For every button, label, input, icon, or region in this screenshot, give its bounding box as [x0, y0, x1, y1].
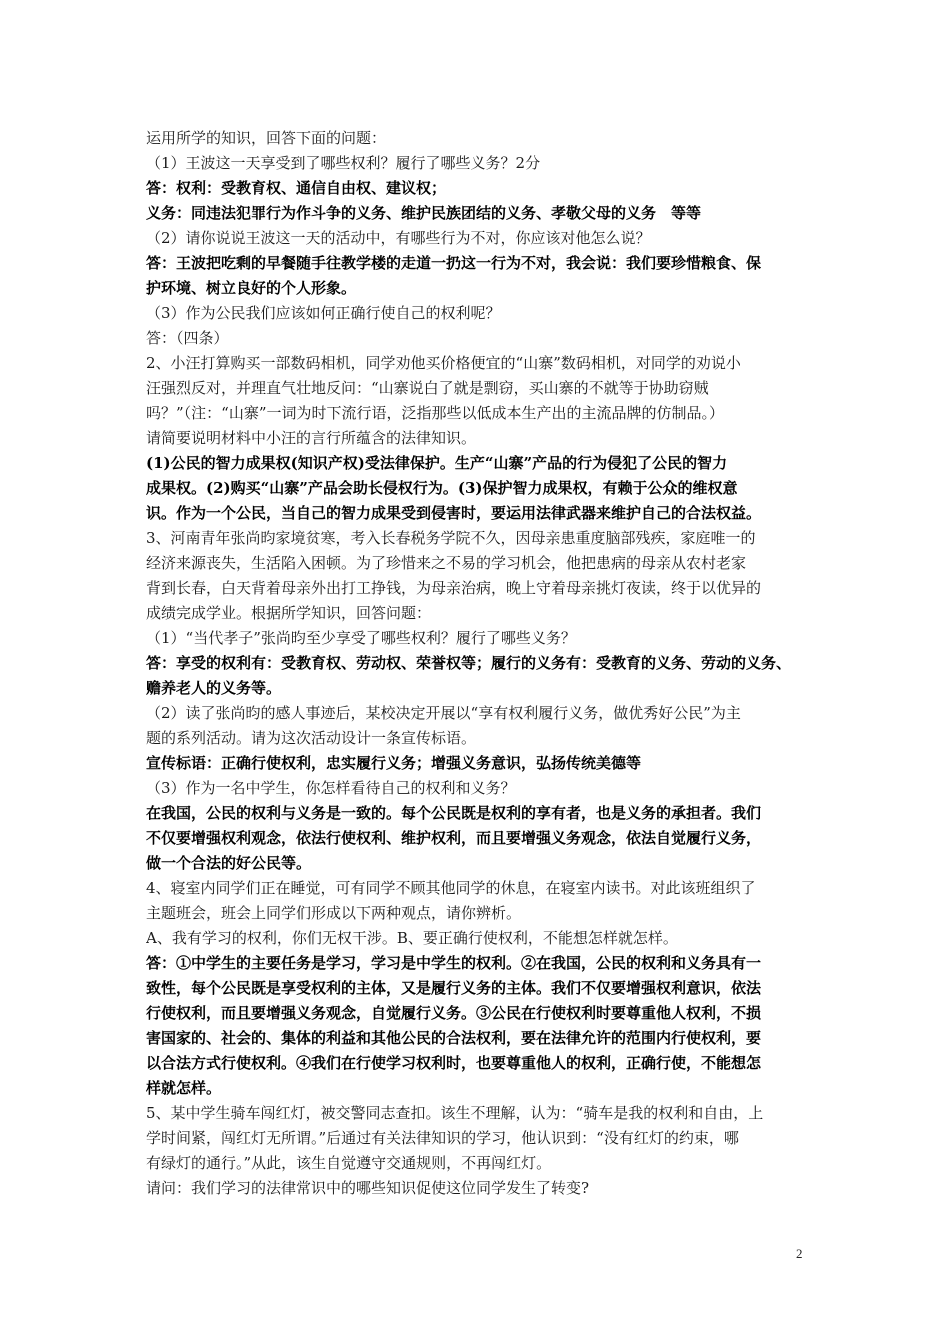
answer-line: 识。作为一个公民，当自己的智力成果受到侵害时，要运用法律武器来维护自己的合法权益。: [146, 504, 762, 522]
text-line: 运用所学的知识，回答下面的问题：: [146, 129, 387, 147]
text-line: 主题班会，班会上同学们形成以下两种观点，请你辨析。: [146, 904, 522, 922]
text-line: （1）“当代孝子”张尚昀至少享受了哪些权利？履行了哪些义务？: [146, 629, 576, 647]
text-line: A、我有学习的权利，你们无权干涉。B、要正确行使权利，不能想怎样就怎样。: [146, 929, 678, 947]
answer-line: 样就怎样。: [146, 1079, 222, 1097]
text-line: （3）作为公民我们应该如何正确行使自己的权利呢？: [146, 304, 501, 322]
text-line: 5、某中学生骑车闯红灯，被交警同志查扣。该生不理解，认为：“骑车是我的权利和自由，上: [146, 1104, 764, 1122]
text-line: 2、小汪打算购买一部数码相机，同学劝他买价格便宜的“山寨”数码相机，对同学的劝说小: [146, 354, 741, 372]
text-line: 经济来源丧失，生活陷入困顿。为了珍惜来之不易的学习机会，他把患病的母亲从农村老家: [146, 554, 747, 572]
text-line: 3、河南青年张尚昀家境贫寒，考入长春税务学院不久，因母亲患重度脑部残疾，家庭唯一的: [146, 529, 756, 547]
text-line: 题的系列活动。请为这次活动设计一条宣传标语。: [146, 729, 477, 747]
text-line: 请简要说明材料中小汪的言行所蕴含的法律知识。: [146, 429, 477, 447]
text-line: （1）王波这一天享受到了哪些权利？履行了哪些义务？2分: [146, 154, 541, 172]
answer-line: 成果权。(2)购买“山寨”产品会助长侵权行为。(3)保护智力成果权，有赖于公众的维权意: [146, 479, 738, 497]
answer-line: (1)公民的智力成果权(知识产权)受法律保护。生产“山寨”产品的行为侵犯了公民的智力: [146, 454, 728, 472]
text-line: 汪强烈反对，并理直气壮地反问：“山寨说白了就是剽窃，买山寨的不就等于协助窃贼: [146, 379, 709, 397]
page-number: 2: [796, 1246, 803, 1261]
answer-line: 答：王波把吃剩的早餐随手往教学楼的走道一扔这一行为不对，我会说：我们要珍惜粮食、保: [146, 254, 762, 272]
text-line: 学时间紧，闯红灯无所谓。”后通过有关法律知识的学习，他认识到：“没有红灯的约束，哪: [146, 1129, 739, 1147]
answer-line: 义务：同违法犯罪行为作斗争的义务、维护民族团结的义务、孝敬父母的义务 等等: [146, 204, 702, 222]
answer-line: 致性，每个公民既是享受权利的主体，又是履行义务的主体。我们不仅要增强权利意识，依法: [146, 979, 762, 997]
text-line: （2）读了张尚昀的感人事迹后，某校决定开展以“享有权利履行义务，做优秀好公民”为主: [146, 704, 741, 722]
answer-line: 宣传标语：正确行使权利，忠实履行义务；增强义务意识，弘扬传统美德等: [146, 754, 642, 772]
answer-line: 不仅要增强权利观念，依法行使权利、维护权利，而且要增强义务观念，依法自觉履行义务，: [146, 829, 762, 847]
answer-line: 做一个合法的好公民等。: [146, 854, 312, 872]
answer-line: 在我国，公民的权利与义务是一致的。每个公民既是权利的享有者，也是义务的承担者。我们: [146, 804, 762, 822]
answer-line: 害国家的、社会的、集体的利益和其他公民的合法权利，要在法律允许的范围内行使权利，要: [146, 1029, 762, 1047]
text-line: （3）作为一名中学生，你怎样看待自己的权利和义务？: [146, 779, 516, 797]
text-line: （2）请你说说王波这一天的活动中，有哪些行为不对，你应该对他怎么说？: [146, 229, 651, 247]
text-line: 有绿灯的通行。”从此，该生自觉遵守交通规则，不再闯红灯。: [146, 1154, 552, 1172]
answer-line: 赡养老人的义务等。: [146, 679, 282, 697]
answer-line: 护环境、树立良好的个人形象。: [146, 279, 357, 297]
answer-line: 答：①中学生的主要任务是学习，学习是中学生的权利。②在我国，公民的权利和义务具有一: [146, 954, 762, 972]
text-line: 答：（四条）: [146, 329, 229, 347]
text-line: 请问：我们学习的法律常识中的哪些知识促使这位同学发生了转变?: [146, 1179, 590, 1197]
text-line: 吗？”（注：“山寨”一词为时下流行语，泛指那些以低成本生产出的主流品牌的仿制品。）: [146, 404, 725, 422]
answer-line: 答：权利：受教育权、通信自由权、建议权；: [146, 179, 447, 197]
answer-line: 以合法方式行使权利。④我们在行使学习权利时，也要尊重他人的权利，正确行使，不能想怎: [146, 1054, 762, 1072]
text-line: 成绩完成学业。根据所学知识，回答问题：: [146, 604, 432, 622]
text-line: 背到长春，白天背着母亲外出打工挣钱，为母亲治病，晚上守着母亲挑灯夜读，终于以优异的: [146, 579, 762, 597]
answer-line: 答：享受的权利有：受教育权、劳动权、荣誉权等；履行的义务有：受教育的义务、劳动的义务、: [146, 654, 792, 672]
answer-line: 行使权利，而且要增强义务观念，自觉履行义务。③公民在行使权利时要尊重他人权利，不损: [146, 1004, 762, 1022]
document-body: [146, 126, 810, 1201]
text-line: 4、寝室内同学们正在睡觉，可有同学不顾其他同学的休息，在寝室内读书。对此该班组织了: [146, 879, 756, 897]
